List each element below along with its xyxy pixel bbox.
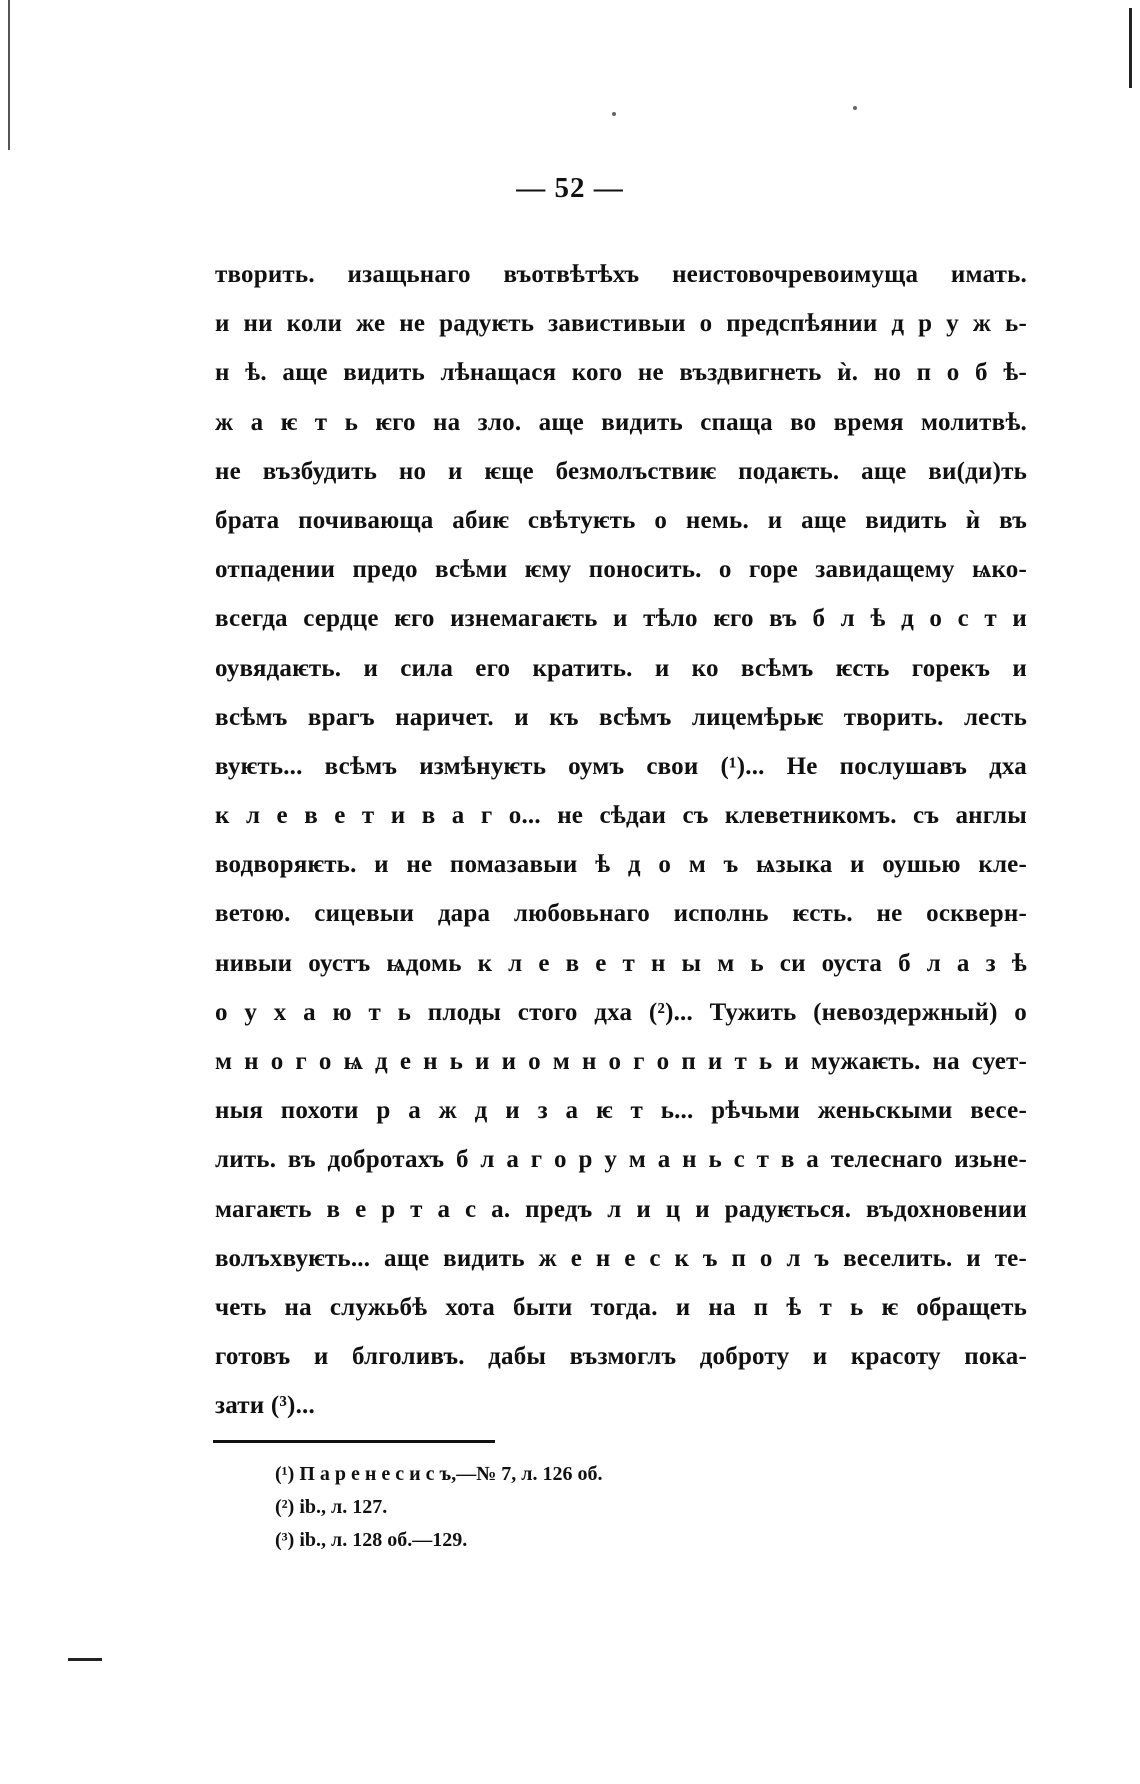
scan-edge-mark-right	[1129, 8, 1132, 88]
text-line: и ни коли же не радуѥть завистивыи о предспѣянии д р у ж ь-	[215, 310, 1027, 338]
body-text	[215, 250, 1027, 1431]
text-line: лить. въ добротахъ б л а г о р у м а н ь с т в а телеснаго изьне-	[215, 1146, 1027, 1174]
text-line: ветою. сицевыи дара любовьнаго исполнь ѥсть. не оскверн-	[215, 900, 1027, 928]
text-line: ныя похоти р а ж д и з а ѥ т ь... рѣчьми женьскыми весе-	[215, 1097, 1027, 1125]
text-line: не възбудить но и ѥще безмолъствиѥ подаѥть. аще ви(ди)ть	[215, 457, 1027, 485]
footnote-3: (³) ib., л. 128 об.—129.	[275, 1529, 468, 1551]
scan-speck	[612, 112, 616, 116]
text-line: отпадении предо всѣми ѥму поносить. о горе завидащему ѩко-	[215, 556, 1027, 584]
text-line: всѣмъ врагъ наричет. и къ всѣмъ лицемѣрьѥ творить. лесть	[215, 703, 1027, 731]
scan-edge-mark-left	[8, 0, 10, 150]
text-line: ж а ѥ т ь ѥго на зло. аще видить спаща во время молитвѣ.	[215, 408, 1027, 436]
text-line: творить. изащьнаго въотвѣтѣхъ неистовочревоимуща имать.	[215, 261, 1027, 288]
scan-speck	[853, 106, 857, 110]
footnote-2: (²) ib., л. 127.	[275, 1496, 388, 1518]
footnotes	[275, 1458, 603, 1557]
text-line: к л е в е т и в а г о... не сѣдаи съ клеветникомъ. съ англы	[215, 802, 1027, 830]
text-line: готовъ и блголивъ. дабы възмоглъ доброту и красоту пока-	[215, 1343, 1027, 1371]
text-line: о у х а ю т ь плоды стого дха (²)... Тужить (невоздержный) о	[215, 998, 1027, 1026]
text-line: магаѥть в е р т а с а. предъ л и ц и радуѥться. въдохновении	[215, 1195, 1027, 1223]
text-line: водворяѥть. и не помазавыи ѣ д о м ъ ѩзыка и оушью кле-	[215, 851, 1027, 879]
text-line: м н о г о ѩ д е н ь и и о м н о г о п и т ь и мужаѥть. на сует-	[215, 1048, 1027, 1075]
page-number: — 52 —	[516, 172, 624, 204]
text-line: вуѥть... всѣмъ измѣнуѥть оумъ свои (¹)... Не послушавъ дха	[215, 752, 1027, 780]
text-line: оувядаѥть. и сила его кратить. и ко всѣмъ ѥсть горекъ и	[215, 654, 1027, 682]
footnote-1: (¹) П а р е н е с и с ъ,—№ 7, л. 126 об.	[275, 1463, 603, 1485]
text-line: зати (³)...	[215, 1392, 315, 1420]
text-line: всегда сердце ѥго изнемагаѥть и тѣло ѥго въ б л ѣ д о с т и	[215, 605, 1027, 633]
text-line: брата почивающа абиѥ свѣтуѥть о немь. и аще видить ѝ въ	[215, 506, 1027, 534]
text-line: четь на служьбѣ хота быти тогда. и на п ѣ т ь ѥ обращеть	[215, 1293, 1027, 1321]
footnote-divider	[213, 1440, 495, 1443]
scan-edge-dash	[68, 1658, 102, 1661]
text-line: нивыи оустъ ѩдомь к л е в е т н ы м ь си оуста б л а з ѣ	[215, 949, 1027, 977]
text-line: волъхвуѥть... аще видить ж е н е с к ъ п о л ъ веселить. и те-	[215, 1244, 1027, 1272]
text-line: н ѣ. аще видить лѣнащася кого не въздвигнеть ѝ. но п о б ѣ-	[215, 359, 1027, 387]
